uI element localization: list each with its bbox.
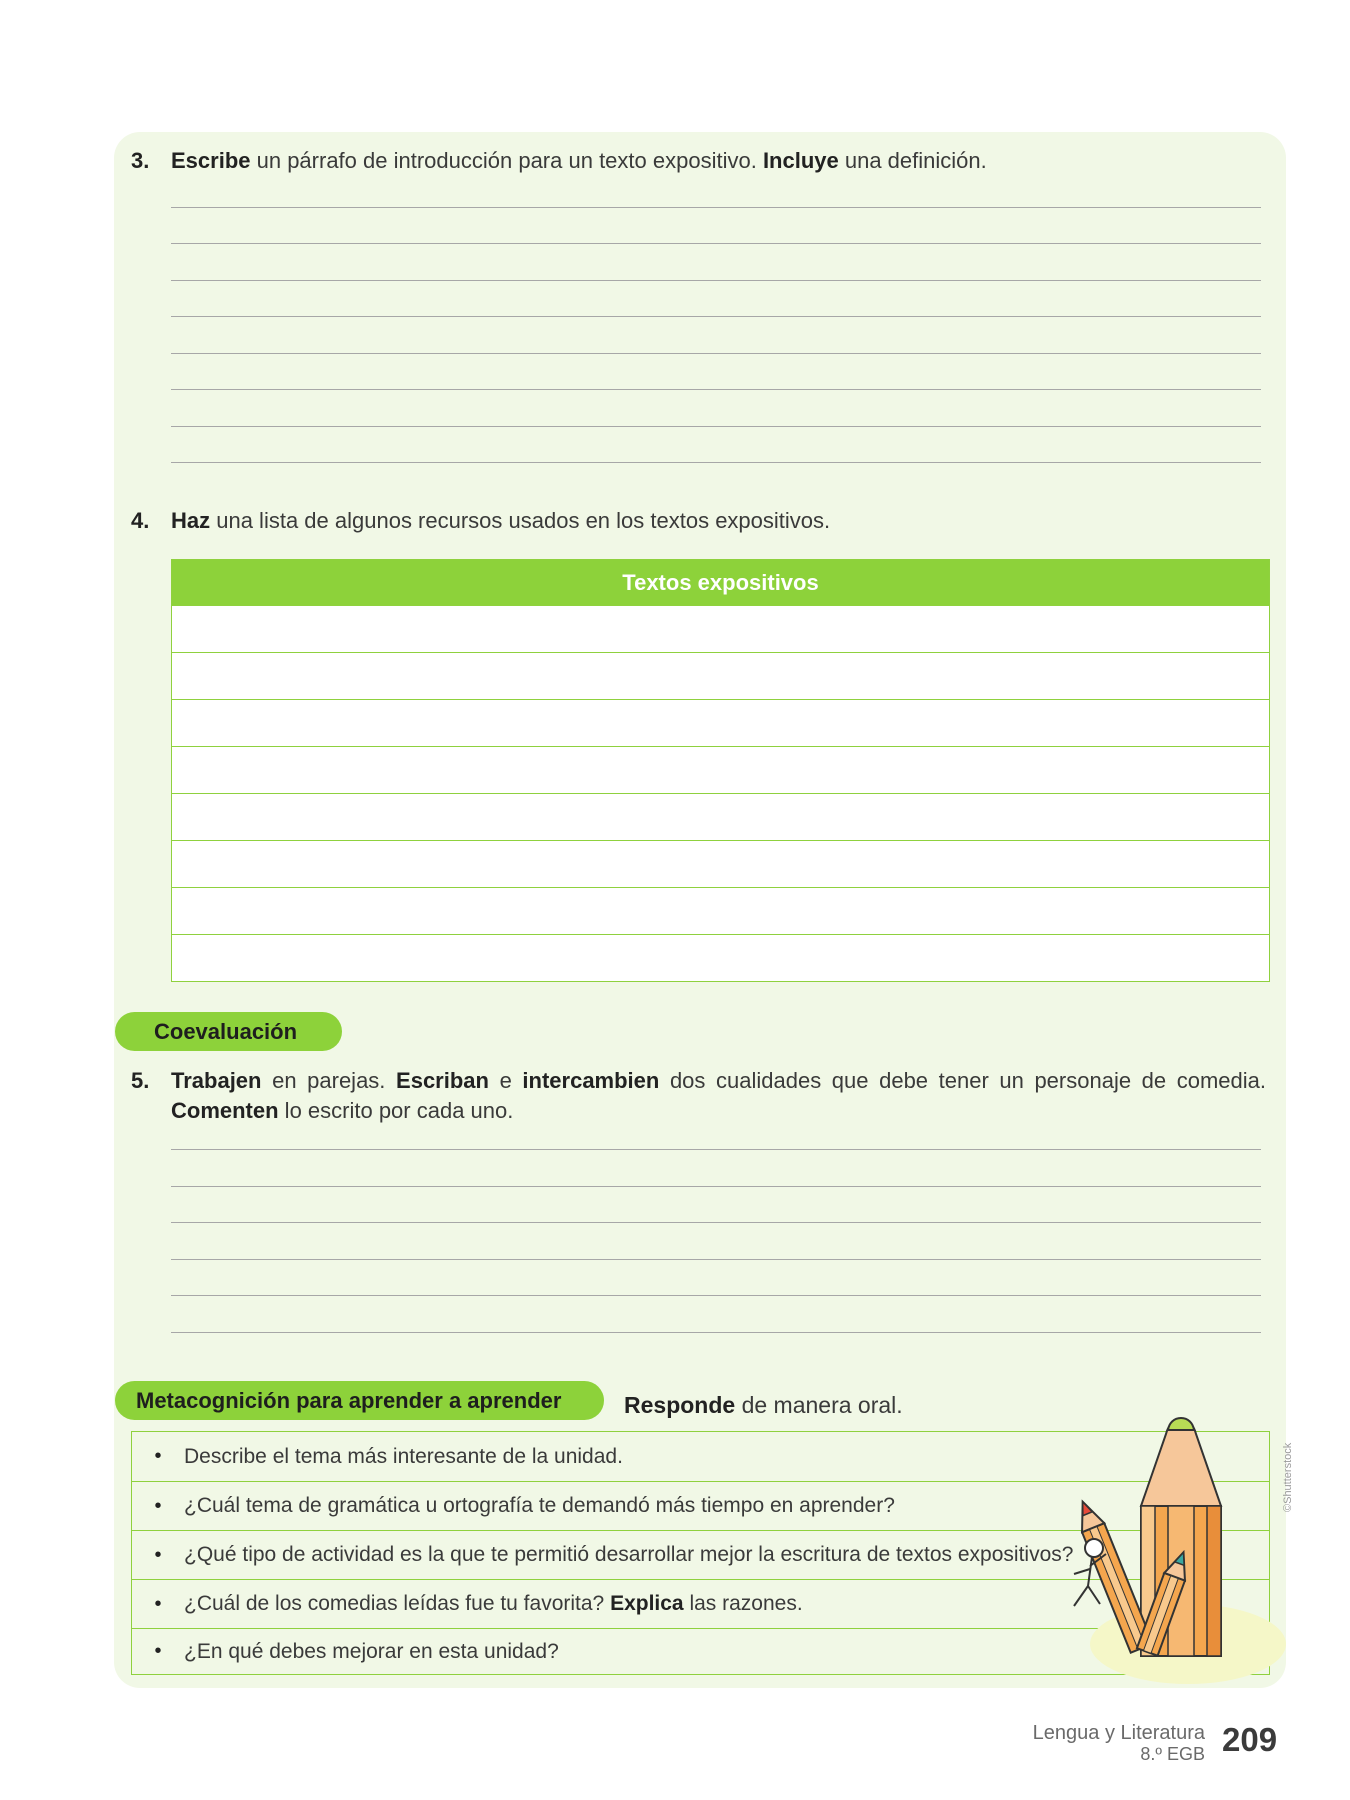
table-header: Textos expositivos xyxy=(172,560,1269,605)
writing-line[interactable] xyxy=(171,1149,1261,1150)
writing-line[interactable] xyxy=(171,207,1261,208)
coevaluacion-label: Coevaluación xyxy=(115,1012,342,1051)
resources-table xyxy=(171,559,1270,982)
action-verb: Responde xyxy=(624,1392,736,1418)
question-text xyxy=(171,1066,1266,1126)
bullet-icon: • xyxy=(154,1445,162,1467)
question-text-part: una definición. xyxy=(838,148,987,173)
footer-grade: 8.º EGB xyxy=(1140,1744,1205,1764)
question-text xyxy=(171,146,1266,176)
list-item-text: Describe el tema más interesante de la unidad. xyxy=(184,1444,623,1468)
action-verb: Escriban xyxy=(396,1068,489,1093)
writing-line[interactable] xyxy=(171,426,1261,427)
writing-line[interactable] xyxy=(171,462,1261,463)
list-item-text-part: ¿Cuál de los comedias leídas fue tu favorita? xyxy=(184,1592,611,1615)
list-item-text: ¿Cuál tema de gramática u ortografía te demandó más tiempo en aprender? xyxy=(184,1494,895,1517)
writing-line[interactable] xyxy=(171,353,1261,354)
question-text-part: e xyxy=(488,1068,523,1093)
table-row[interactable] xyxy=(172,652,1269,699)
metacognicion-instruction xyxy=(624,1390,903,1420)
question-text-part: dos cualidades que debe tener un personaje de comedia. xyxy=(659,1068,1267,1093)
action-verb: Haz xyxy=(171,508,211,533)
question-number: 3. xyxy=(131,148,150,173)
question-text-part: un párrafo de introducción para un texto expositivo. xyxy=(250,148,763,173)
writing-line[interactable] xyxy=(171,1295,1261,1296)
action-verb: Comenten xyxy=(171,1098,279,1123)
writing-line[interactable] xyxy=(171,1186,1261,1187)
writing-line[interactable] xyxy=(171,389,1261,390)
bullet-icon: • xyxy=(154,1494,162,1517)
question-number: 5. xyxy=(131,1068,150,1093)
list-item-text: ¿En qué debes mejorar en esta unidad? xyxy=(184,1639,559,1663)
list-item-text-part: las razones. xyxy=(683,1592,803,1615)
table-row[interactable] xyxy=(172,840,1269,887)
action-verb: Trabajen xyxy=(171,1068,262,1093)
metacognicion-label: Metacognición para aprender a aprender xyxy=(115,1381,604,1420)
writing-line[interactable] xyxy=(171,1332,1261,1333)
table-row[interactable] xyxy=(172,699,1269,746)
action-verb: intercambien xyxy=(522,1068,660,1093)
image-credit: ©Shutterstock xyxy=(1282,1442,1294,1512)
writing-line[interactable] xyxy=(171,280,1261,281)
table-row[interactable] xyxy=(172,887,1269,934)
writing-line[interactable] xyxy=(171,243,1261,244)
question-text xyxy=(171,506,1266,536)
table-row[interactable] xyxy=(172,605,1269,652)
writing-line[interactable] xyxy=(171,1222,1261,1223)
question-text-part: en parejas. xyxy=(261,1068,397,1093)
list-item-text xyxy=(184,1592,803,1616)
bullet-icon: • xyxy=(154,1543,162,1566)
question-text-part: lo escrito por cada uno. xyxy=(278,1098,514,1123)
action-verb: Escribe xyxy=(171,148,251,173)
table-row[interactable] xyxy=(172,746,1269,793)
table-row[interactable] xyxy=(172,934,1269,981)
question-number: 4. xyxy=(131,508,150,533)
footer-subject: Lengua y Literatura xyxy=(1032,1722,1205,1744)
table-row[interactable] xyxy=(172,793,1269,840)
writing-line[interactable] xyxy=(171,316,1261,317)
page-number: 209 xyxy=(1222,1721,1278,1758)
instruction-text: de manera oral. xyxy=(735,1392,903,1418)
action-verb: Explica xyxy=(610,1592,684,1615)
pencils-illustration xyxy=(1060,1414,1290,1686)
list-item-text: ¿Qué tipo de actividad es la que te permitió desarrollar mejor la escritura de textos expositivos? xyxy=(184,1543,1074,1566)
bullet-icon: • xyxy=(154,1592,162,1615)
action-verb: Incluye xyxy=(762,148,839,173)
bullet-icon: • xyxy=(154,1640,162,1662)
question-text-part: una lista de algunos recursos usados en los textos expositivos. xyxy=(210,508,831,533)
writing-line[interactable] xyxy=(171,1259,1261,1260)
